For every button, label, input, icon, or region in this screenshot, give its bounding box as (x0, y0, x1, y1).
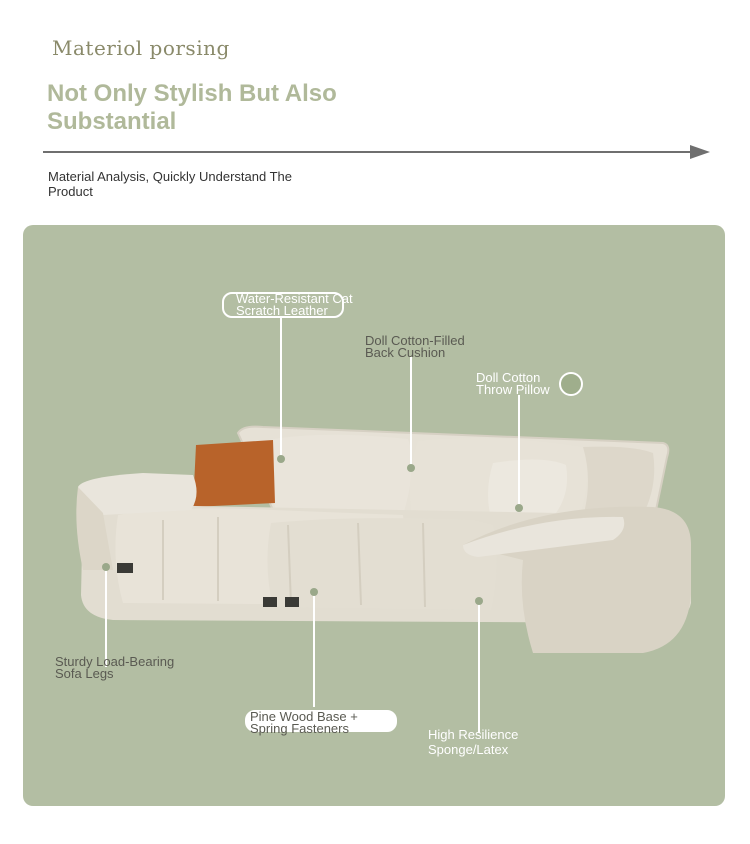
callout-sponge-line2: Sponge/Latex (428, 742, 509, 757)
callout-back-cushion (365, 335, 465, 359)
callout-throw-pillow-line1: Doll Cotton (476, 370, 541, 385)
callout-base (250, 711, 358, 735)
callout-leather-line2: Scratch Leather (236, 303, 328, 318)
section-kicker: Materiol porsing (52, 36, 230, 60)
section-subhead: Material Analysis, Quickly Understand The Product (48, 169, 292, 199)
callout-back-cushion-line2: Back Cushion (365, 345, 446, 360)
product-image-panel (23, 225, 725, 806)
callout-throw-pillow-line2: Throw Pillow (476, 382, 550, 397)
arrow-right-icon (690, 145, 710, 159)
callout-leather-line1: Water-Resistant Cat (236, 291, 353, 306)
callout-legs (55, 656, 174, 680)
callout-leather (236, 293, 353, 317)
callout-sponge (428, 727, 518, 757)
callout-legs-line1: Sturdy Load-Bearing (55, 654, 175, 669)
callout-sponge-line1: High Resilience (428, 727, 519, 742)
callout-base-line1: Pine Wood Base + (250, 709, 358, 724)
callout-legs-line2: Sofa Legs (55, 666, 114, 681)
callout-base-line2: Spring Fasteners (250, 721, 349, 736)
divider-arrow-line (43, 151, 698, 153)
throw-pillow-callout-dot (559, 372, 583, 396)
callout-throw-pillow (476, 372, 550, 396)
callout-back-cushion-line1: Doll Cotton-Filled (365, 333, 465, 348)
page-headline: Not Only Stylish But Also Substantial (47, 80, 337, 135)
